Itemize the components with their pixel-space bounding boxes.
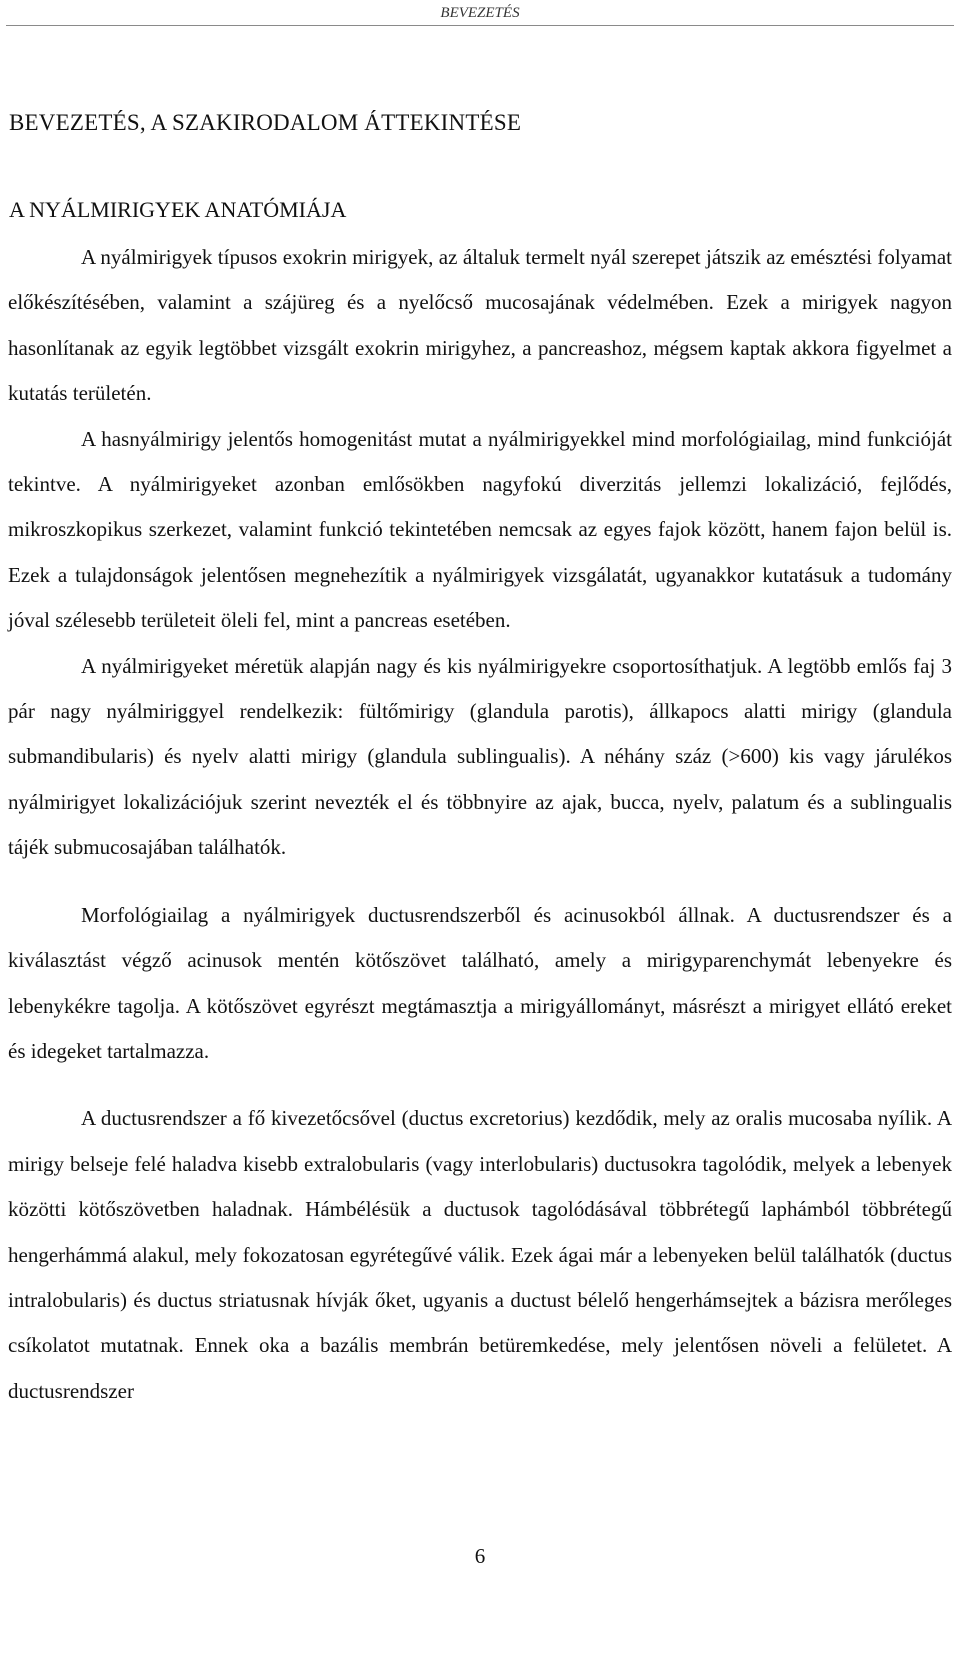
paragraph-diversity: A hasnyálmirigy jelentős homogenitást mutat a nyálmirigyekkel mind morfológiailag, mind funkcióját tekintve. A nyálmirigyeket azonban emlősökben nagyfokú diverzitás jellemzi lokalizáció, fejlődés, mikroszkopikus szerkezet, valamint funkció tekintetében nemcsak az egyes fajok között, hanem fajon belül is. Ezek a tulajdonságok jelentősen megnehezítik a nyálmirigyek vizsgálatát, ugyanakkor kutatásuk a tudomány jóval szélesebb területeit öleli fel, mint a pancreas esetében. bbox=[8, 426, 952, 633]
paragraph-morphology: Morfológiailag a nyálmirigyek ductusrendszerből és acinusokból állnak. A ductusrendszer és a kiválasztást végző acinusok mentén kötőszövet található, amely a mirigyparenchymát lebenyekre és lebenykékre tagolja. A kötőszövet egyrészt megtámasztja a mirigyállományt, másrészt a mirigyet ellátó ereket és idegeket tartalmazza. bbox=[8, 902, 952, 1063]
page-number: 6 bbox=[474, 1544, 486, 1568]
paragraph-classification: A nyálmirigyeket méretük alapján nagy és kis nyálmirigyekre csoportosíthatjuk. A legtöbb emlős faj 3 pár nagy nyálmiriggyel rendelkezik: fültőmirigy (glandula parotis), állkapocs alatti mirigy (glandula submandibularis) és nyelv alatti mirigy (glandula sublingualis). A néhány száz (>600) kis vagy járulékos nyálmirigyet lokalizációjuk szerint nevezték el és többnyire az ajak, bucca, nyelv, palatum és a sublingualis tájék submucosajában találhatók. bbox=[8, 653, 952, 860]
page-title: BEVEZETÉS, A SZAKIRODALOM ÁTTEKINTÉSE bbox=[9, 110, 522, 135]
paragraph-intro: A nyálmirigyek típusos exokrin mirigyek, az általuk termelt nyál szerepet játszik az emésztési folyamat előkészítésében, valamint a szájüreg és a nyelőcső mucosajának védelmében. Ezek a mirigyek nagyon hasonlítanak az egyik legtöbbet vizsgált exokrin mirigyhez, a pancreashoz, mégsem kaptak akkora figyelmet a kutatás területén. bbox=[8, 245, 952, 406]
running-header: BEVEZETÉS bbox=[440, 5, 520, 21]
header-divider bbox=[6, 25, 954, 26]
section-heading: A NYÁLMIRIGYEK ANATÓMIÁJA bbox=[9, 197, 347, 222]
body-text bbox=[8, 235, 952, 1414]
paragraph-ductus-system: A ductusrendszer a fő kivezetőcsővel (ductus excretorius) kezdődik, mely az oralis mucosaba nyílik. A mirigy belseje felé haladva kisebb extralobularis (vagy interlobularis) ductusokra tagolódik, melyek a lebenyek közötti kötőszövetben haladnak. Hámbélésük a ductusok tagolódásával többrétegű laphámból többrétegű hengerhámmá alakul, mely fokozatosan egyrétegűvé válik. Ezek ágai már a lebenyeken belül találhatók (ductus intralobularis) és ductus striatusnak hívják őket, ugyanis a ductust bélelő hengerhámsejtek a bázisra merőleges csíkolatot mutatnak. Ennek oka a bazális membrán betüremkedése, mely jelentősen növeli a felületet. A ductusrendszer bbox=[8, 1106, 952, 1403]
